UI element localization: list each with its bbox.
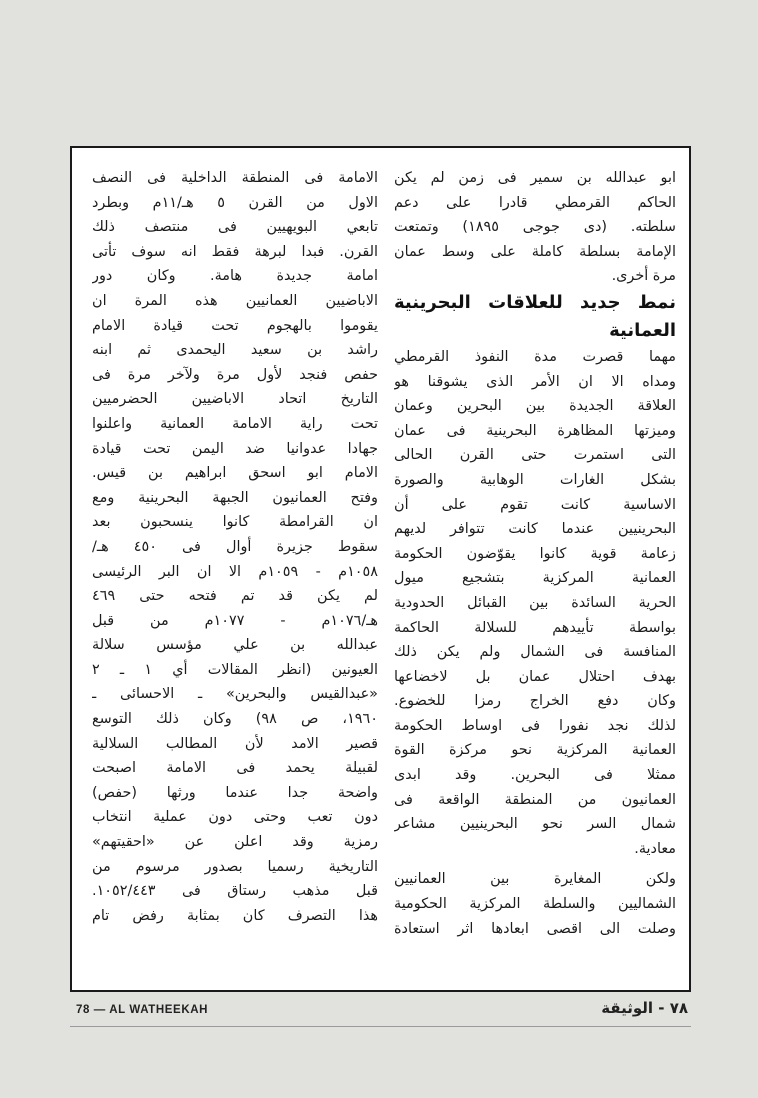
text-line: امامة جديدة هامة. وكان دور [92, 268, 378, 285]
text-line: قصير الامد لأن المطالب السلالية [92, 735, 378, 752]
text-line: بواسطة تأييدهم للسلالة الحاكمة [394, 619, 676, 636]
text-line: حفص فنجد لأول مرة ولآخر مرة فى [92, 366, 378, 383]
text-line: الإمامة بسلطة كاملة على وسط عمان [394, 243, 676, 260]
text-line: الشماليين والسلطة المركزية الحكومية [394, 896, 676, 913]
page-footer-english: 78 — AL WATHEEKAH [76, 1004, 209, 1016]
text-line: سلطته. (دى جوجى ١٨٩٥) وتمتعت [394, 219, 676, 236]
text-line: قبل مذهب رستاق فى ١٠٥٢/٤٤٣. [92, 883, 378, 900]
text-line: ابو عبدالله بن سمير فى زمن لم يكن [394, 170, 676, 186]
text-line: الاول من القرن ٥ هـ/١١م وبطرد [92, 194, 378, 211]
text-line: لذلك نجد نفورا فى اوساط الحكومة [394, 717, 676, 734]
heading-line: العمانية [609, 319, 676, 341]
text-line: العمانية المركزية نحو مركزة القوة [394, 742, 676, 759]
text-line: الاباضيين العمانيين هذه المرة ان [92, 292, 378, 309]
text-line: وكان دفع الخراج رمزا للخضوع. [394, 693, 676, 710]
paragraph [394, 345, 676, 861]
text-line: هـ/١٠٧٦م - ١٠٧٧م من قبل [92, 612, 378, 629]
article-frame [70, 146, 691, 992]
text-line: الاساسية كانت تقوم على أن [394, 496, 676, 513]
text-line: البحرينيين عندما كانت تتوافر لديهم [394, 521, 676, 538]
text-line: معادية. [634, 840, 676, 857]
text-line: الامامة فى المنطقة الداخلية فى النصف [92, 170, 378, 186]
text-line: التاريخية رسميا بصدور مرسوم من [92, 858, 378, 875]
text-line: ومداه الا ان الأمر الذى يشوقنا هو [394, 373, 676, 390]
right-column [394, 166, 676, 941]
paragraph [394, 166, 676, 289]
text-line: تابعي البويهيين فى منتصف ذلك [92, 219, 378, 236]
paragraph [92, 166, 378, 928]
text-line: عبدالله بن علي مؤسس سلالة [92, 637, 378, 654]
text-line: المنافسة فى الشمال ولم يكن ذلك [394, 644, 676, 661]
text-line: العلاقة الجديدة بين البحرين وعمان [394, 398, 676, 415]
text-line: ولكن المغايرة بين العمانيين [394, 871, 676, 888]
text-line: التاريخ اتحاد الاباضيين الحضرميين [92, 391, 378, 408]
text-line: واضحة جدا عندما ورثها (حفص) [92, 784, 378, 801]
text-line: وميزتها المظاهرة البحرينية فى عمان [394, 422, 676, 439]
text-line: راشد بن سعيد اليحمدى ثم ابنه [92, 342, 378, 359]
text-line: مرة أخرى. [611, 268, 676, 285]
text-line: العمانية المركزية بتشجيع ميول [394, 570, 676, 587]
text-line: زعامة قوية كانوا يقوّضون الحكومة [394, 545, 676, 562]
text-line: ١٠٥٨م - ١٠٥٩م الا ان البر الرئيسى [92, 563, 378, 580]
text-line: لقبيلة يحمد فى الامامة اصبحت [92, 760, 378, 777]
section-heading [394, 289, 676, 345]
text-line: «عبدالقيس والبحرين» ـ الاحسائى ـ [92, 686, 378, 703]
text-line: العمانيون من المنطقة الواقعة فى [394, 791, 676, 808]
text-line: القرن. فبدا لبرهة فقط انه سوف تأتى [92, 243, 378, 260]
page-footer-arabic: ٧٨ - الوثيقة [601, 999, 688, 1017]
footer-divider [70, 1026, 691, 1027]
text-line: تحت راية الامامة العمانية واعلنوا [92, 415, 378, 432]
text-line: الامام ابو اسحق ابراهيم بن قيس. [92, 465, 378, 482]
text-line: ان القرامطة كانوا ينسحبون بعد [92, 514, 378, 531]
text-line: ممثلا فى البحرين. وقد ابدى [394, 767, 676, 784]
text-line: بهدف احتلال عمان بل لاخضاعها [394, 668, 676, 685]
left-column [92, 166, 378, 928]
text-line: هذا التصرف كان بمثابة رفض تام [92, 907, 378, 924]
text-line: وصلت الى اقصى ابعادها اثر استعادة [394, 920, 676, 937]
text-line: دون تعب وحتى دون عملية انتخاب [92, 809, 378, 826]
text-line: بشكل الغارات الوهابية والصورة [394, 471, 676, 488]
text-line: الحرية السائدة بين القبائل الحدودية [394, 594, 676, 611]
text-line: سقوط جزيرة أوال فى ٤٥٠ هـ/ [92, 538, 378, 555]
text-line: التى استمرت حتى القرن الحالى [394, 447, 676, 464]
text-line: لم يكن قد تم فتحه حتى ٤٦٩ [92, 588, 378, 605]
text-line: شمال السر نحو البحرينيين مشاعر [394, 816, 676, 833]
heading-line: نمط جديد للعلاقات البحرينية [394, 291, 676, 313]
text-line: يقوموا بالهجوم تحت قيادة الامام [92, 317, 378, 334]
text-line: ١٩٦٠، ص ٩٨) وكان ذلك التوسع [92, 711, 378, 728]
text-line: وفتح العمانيون الجبهة البحرينية ومع [92, 489, 378, 506]
text-line: مهما قصرت مدة النفوذ القرمطي [394, 348, 676, 365]
text-line: جهادا عدوانيا ضد اليمن تحت قيادة [92, 440, 378, 457]
text-line: رمزية وقد اعلن عن «احقيتهم» [92, 834, 378, 851]
paragraph [394, 867, 676, 941]
text-line: العيونين (انظر المقالات أي ١ ـ ٢ [92, 661, 378, 678]
text-line: الحاكم القرمطي قادرا على دعم [394, 194, 676, 211]
